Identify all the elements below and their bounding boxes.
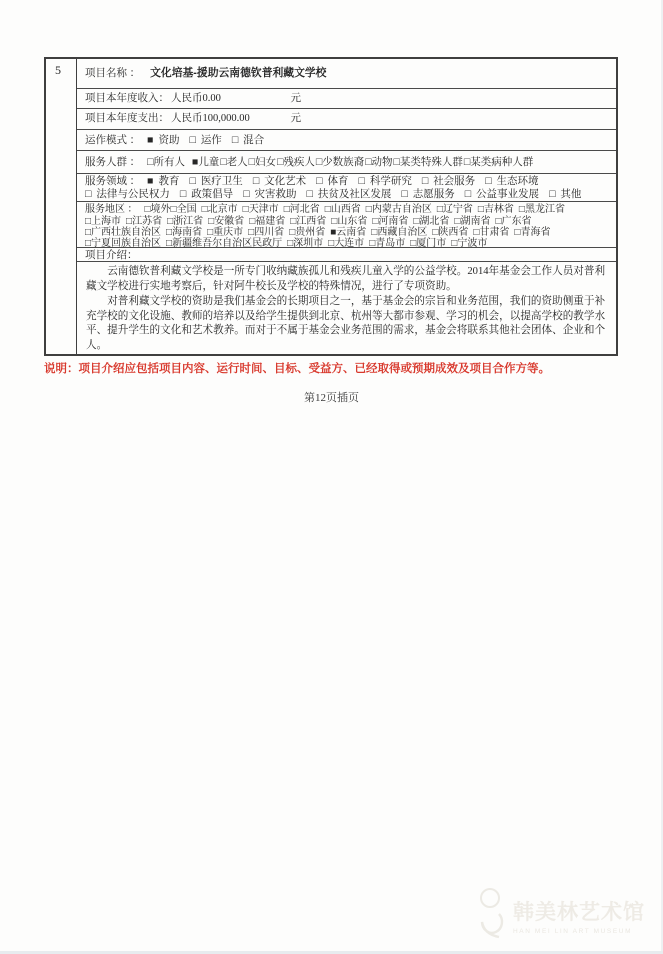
note-text: 说明：项目介绍应包括项目内容、运行时间、目标、受益方、已经取得或预期成效及项目合作方等。 (44, 363, 550, 375)
checkbox-unchecked-icon: □ (277, 156, 284, 168)
checkbox-unchecked-icon: □ (167, 215, 174, 227)
checkbox-option-label: 天津市 (248, 204, 279, 216)
checkbox-unchecked-icon: □ (328, 238, 335, 250)
checkbox-option-label: 内蒙古自治区 (371, 204, 432, 216)
checkbox-option (277, 157, 315, 168)
checkbox-option-label: 其他 (560, 189, 582, 201)
checkbox-unchecked-icon: □ (514, 227, 521, 239)
checkbox-option (207, 227, 243, 238)
checkbox-unchecked-icon: □ (126, 215, 133, 227)
checkbox-unchecked-icon: □ (324, 204, 331, 216)
project-intro-label: 项目介绍： (85, 250, 138, 262)
operation-mode-label: 运作模式 ： (85, 134, 141, 146)
service-people-row (77, 151, 616, 174)
checkbox-option-label: 灾害救助 (254, 189, 297, 201)
checkbox-option (289, 227, 325, 238)
checkbox-option (465, 189, 539, 200)
checkbox-unchecked-icon: □ (549, 189, 556, 201)
checkbox-option (454, 216, 490, 227)
checkbox-option-label: 四川省 (254, 227, 285, 239)
checkbox-option-label: 社会服务 (433, 176, 476, 188)
checkbox-option (365, 157, 392, 168)
annual-income-label: 项目本年度收入： (85, 92, 169, 104)
checkbox-option-label: 西藏自治区 (377, 227, 428, 239)
checkbox-option-label: 生态环境 (496, 176, 539, 188)
checkbox-option-label: 扶贫及社区发展 (317, 189, 392, 201)
watermark-chinese: 韩美林艺术馆 (513, 898, 645, 924)
checkbox-option-label: 湖北省 (419, 215, 450, 227)
checkbox-option-label: 混合 (243, 134, 265, 146)
checkbox-unchecked-icon: □ (242, 204, 249, 216)
checkbox-unchecked-icon: □ (306, 189, 313, 201)
annual-expense-amount: 100,000.00 (202, 113, 250, 125)
checkbox-unchecked-icon: □ (477, 204, 484, 216)
checkbox-unchecked-icon: □ (166, 227, 173, 239)
project-detail-column (77, 59, 616, 354)
checkbox-option-label: 公益事业发展 (476, 189, 540, 201)
checkbox-option (189, 176, 242, 187)
checkbox-unchecked-icon: □ (369, 238, 376, 250)
checkbox-unchecked-icon: □ (289, 227, 296, 239)
checkbox-option (485, 176, 538, 187)
checkbox-checked-icon: ■ (147, 134, 154, 146)
checkbox-checked-icon: ■ (330, 227, 337, 239)
checkbox-option-label: 境外 (150, 204, 171, 216)
checkbox-unchecked-icon: □ (371, 227, 378, 239)
checkbox-option-label: 河北省 (289, 204, 320, 216)
checkbox-option-label: 河南省 (378, 215, 409, 227)
checkbox-unchecked-icon: □ (495, 215, 502, 227)
intro-paragraph: 对普利藏文学校的资助是我们基金会的长期项目之一，基于基金会的宗旨和业务范围，我们的资助侧重于补充学校的文化设施、教师的培养以及给学生提供到北京、杭州等大都市参观、学习的机会，以提高学校的教学水平、提升学生的文化和艺术教养。而对于不属于基金会业务范围的需求，基金会将联系其他社会团体、企业和个人。 (86, 295, 606, 352)
checkbox-option-label: 辽宁省 (442, 204, 473, 216)
checkbox-unchecked-icon: □ (316, 176, 323, 188)
checkbox-option (549, 189, 581, 200)
checkbox-option (192, 157, 219, 168)
checkbox-unchecked-icon: □ (454, 215, 461, 227)
checkbox-option (248, 227, 284, 238)
checkbox-unchecked-icon: □ (463, 156, 471, 168)
checkbox-unchecked-icon: □ (220, 156, 227, 168)
checkbox-option-label: 广东省 (501, 215, 532, 227)
checkbox-option (232, 135, 264, 146)
checkbox-option (249, 216, 285, 227)
checkbox-unchecked-icon: □ (401, 189, 408, 201)
checkbox-option (202, 204, 238, 215)
checkbox-unchecked-icon: □ (410, 238, 417, 250)
intro-paragraph: 云南德钦普利藏文学校是一所专门收纳藏族孤儿和残疾儿童入学的公益学校。2014年基金会工作人员对普利藏文学校进行实地考察后，针对阿牛校长及学校的特殊情况，进行了专项资助。 (86, 266, 606, 293)
checkbox-option (284, 204, 320, 215)
checkbox-unchecked-icon: □ (287, 238, 294, 250)
checkbox-option-label: 青岛市 (375, 238, 406, 250)
project-name-row (77, 59, 616, 89)
checkbox-option-label: 黑龙江省 (524, 204, 565, 216)
checkbox-unchecked-icon: □ (365, 156, 372, 168)
project-info-table (44, 57, 618, 356)
checkbox-option-label: 老人 (226, 156, 248, 168)
checkbox-option (166, 227, 202, 238)
checkbox-option-label: 湖南省 (460, 215, 491, 227)
checkbox-option-label: 重庆市 (213, 227, 244, 239)
checkbox-option (316, 157, 364, 168)
checkbox-option-label: 教育 (158, 176, 180, 188)
checkbox-option-label: 某类特殊人群 (399, 156, 463, 168)
checkbox-option (147, 135, 179, 146)
checkbox-option-label: 大连市 (334, 238, 365, 250)
checkbox-checked-icon: ■ (191, 156, 199, 168)
checkbox-option (249, 157, 276, 168)
checkbox-option-label: 上海市 (91, 215, 122, 227)
checkbox-option-label: 广西壮族自治区 (91, 227, 162, 239)
checkbox-option-label: 山西省 (330, 204, 361, 216)
checkbox-unchecked-icon: □ (464, 189, 472, 201)
checkbox-option-label: 江西省 (296, 215, 327, 227)
currency-unit: 元 (290, 92, 301, 104)
currency-unit: 元 (290, 113, 301, 125)
checkbox-option (147, 176, 179, 187)
checkbox-option (478, 204, 514, 215)
checkbox-option (394, 157, 463, 168)
checkbox-option-label: 医疗卫生 (200, 176, 243, 188)
checkbox-unchecked-icon: □ (283, 204, 290, 216)
checkbox-option (307, 189, 392, 200)
checkbox-unchecked-icon: □ (231, 134, 239, 146)
service-areas-label: 服务地区 ： (85, 204, 138, 216)
checkbox-option-label: 妇女 (255, 156, 276, 168)
checkbox-unchecked-icon: □ (147, 156, 154, 168)
checkbox-unchecked-icon: □ (249, 215, 256, 227)
checkbox-unchecked-icon: □ (189, 176, 196, 188)
checkbox-option-label: 少数族裔 (322, 156, 365, 168)
checkbox-option-label: 动物 (371, 156, 393, 168)
checkbox-option-label: 儿童 (198, 156, 220, 168)
checkbox-option (180, 189, 233, 200)
checkbox-option-label: 甘肃省 (479, 227, 510, 239)
museum-watermark (475, 884, 655, 946)
project-index: 5 (55, 63, 61, 77)
checkbox-option-label: 运作 (200, 134, 222, 146)
checkbox-option (519, 204, 565, 215)
checkbox-option (371, 227, 427, 238)
checkbox-unchecked-icon: □ (451, 238, 458, 250)
checkbox-unchecked-icon: □ (315, 156, 323, 168)
service-fields-options (85, 176, 591, 200)
checkbox-option-label: 福建省 (255, 215, 286, 227)
checkbox-option (325, 204, 361, 215)
annual-expense-row (77, 109, 616, 130)
checkbox-unchecked-icon: □ (252, 176, 260, 188)
checkbox-option-label: 残疾人 (283, 156, 315, 168)
service-fields-label: 服务领域 ： (85, 176, 141, 188)
checkbox-option (243, 204, 279, 215)
checkbox-option-label: 云南省 (336, 227, 367, 239)
checkbox-unchecked-icon: □ (331, 215, 338, 227)
checkbox-unchecked-icon: □ (413, 215, 420, 227)
checkbox-option-label: 科学研究 (369, 176, 412, 188)
checkbox-unchecked-icon: □ (201, 204, 208, 216)
checkbox-unchecked-icon: □ (85, 189, 92, 201)
checkbox-option (464, 157, 533, 168)
checkbox-option-label: 深圳市 (293, 238, 324, 250)
checkbox-option-label: 山东省 (337, 215, 368, 227)
checkbox-option-label: 新疆维吾尔自治区民政厅 (172, 238, 283, 250)
checkbox-option-label: 厦门市 (416, 238, 447, 250)
checkbox-unchecked-icon: □ (243, 189, 250, 201)
checkbox-option-label: 全国 (176, 204, 197, 216)
checkbox-option-label: 浙江省 (173, 215, 204, 227)
checkbox-unchecked-icon: □ (432, 227, 439, 239)
checkbox-option (359, 176, 412, 187)
checkbox-option (243, 189, 296, 200)
checkbox-option (253, 176, 306, 187)
checkbox-option-label: 北京市 (207, 204, 238, 216)
checkbox-option-label: 所有人 (153, 156, 185, 168)
checkbox-option (413, 216, 449, 227)
checkbox-unchecked-icon: □ (207, 227, 214, 239)
checkbox-option (147, 157, 185, 168)
service-people-label: 服务人群 ： (85, 156, 141, 168)
checkbox-unchecked-icon: □ (485, 176, 492, 188)
checkbox-option-label: 青海省 (520, 227, 551, 239)
service-fields-row (77, 174, 616, 202)
project-index-cell (46, 59, 77, 354)
page-number: 第12页插页 (304, 392, 359, 404)
checkbox-option (473, 227, 509, 238)
project-name-value: 文化培基-援助云南德钦普利藏文学校 (150, 66, 327, 79)
checkbox-option (126, 216, 162, 227)
checkbox-unchecked-icon: □ (365, 204, 372, 216)
checkbox-unchecked-icon: □ (208, 215, 215, 227)
annual-income-amount: 0.00 (202, 92, 221, 104)
checkbox-option (85, 189, 170, 200)
checkbox-option (316, 176, 348, 187)
checkbox-option (331, 216, 367, 227)
checkbox-option-label: 江苏省 (132, 215, 163, 227)
checkbox-option-label: 陕西省 (438, 227, 469, 239)
checkbox-option (422, 176, 475, 187)
checkbox-option (495, 216, 531, 227)
checkbox-option-label: 资助 (158, 134, 180, 146)
checkbox-option (401, 189, 454, 200)
operation-mode-row (77, 130, 616, 151)
annual-expense-label: 项目本年度支出： (85, 113, 169, 125)
checkbox-unchecked-icon: □ (421, 176, 429, 188)
checkbox-unchecked-icon: □ (358, 176, 365, 188)
watermark-text (513, 896, 645, 935)
checkbox-option-label: 贵州省 (295, 227, 326, 239)
checkbox-unchecked-icon: □ (473, 227, 480, 239)
checkbox-option-label: 体育 (327, 176, 349, 188)
checkbox-option-label: 政策倡导 (191, 189, 234, 201)
checkbox-option (366, 204, 432, 215)
checkbox-option-label: 某类病种人群 (470, 156, 534, 168)
project-name-label: 项目名称 ： (85, 67, 141, 79)
checkbox-unchecked-icon: □ (518, 204, 525, 216)
checkbox-option (171, 204, 197, 215)
checkbox-option-label: 法律与公民权力 (96, 189, 170, 201)
checkbox-option-label: 吉林省 (483, 204, 514, 216)
checkbox-option-label: 海南省 (172, 227, 203, 239)
checkbox-unchecked-icon: □ (372, 215, 379, 227)
checkbox-option (372, 216, 408, 227)
checkbox-option (220, 157, 247, 168)
checkbox-unchecked-icon: □ (85, 215, 92, 227)
checkbox-unchecked-icon: □ (85, 227, 92, 239)
checkbox-option (189, 135, 221, 146)
checkbox-option (437, 204, 473, 215)
currency-prefix: 人民币 (171, 92, 203, 104)
service-people-options (147, 156, 534, 169)
checkbox-option (167, 216, 203, 227)
checkbox-option (290, 216, 326, 227)
checkbox-option (85, 216, 121, 227)
project-intro-body (77, 262, 616, 354)
checkbox-option-label: 文化艺术 (264, 176, 307, 188)
service-areas-row (77, 202, 616, 248)
checkbox-option (514, 227, 550, 238)
checkbox-unchecked-icon: □ (144, 204, 151, 216)
checkbox-unchecked-icon: □ (170, 204, 177, 216)
checkbox-unchecked-icon: □ (290, 215, 297, 227)
checkbox-unchecked-icon: □ (436, 204, 443, 216)
checkbox-unchecked-icon: □ (248, 156, 255, 168)
annual-income-row (77, 89, 616, 109)
checkbox-option (145, 204, 171, 215)
service-areas-options (85, 204, 570, 249)
watermark-english: HAN MEI LIN ART MUSEUM (513, 927, 633, 935)
checkbox-option (85, 227, 161, 238)
museum-logo-icon (475, 887, 509, 943)
checkbox-unchecked-icon: □ (248, 227, 255, 239)
checkbox-option (208, 216, 244, 227)
checkbox-unchecked-icon: □ (179, 189, 187, 201)
currency-prefix: 人民币 (171, 113, 203, 125)
checkbox-unchecked-icon: □ (166, 238, 173, 250)
checkbox-unchecked-icon: □ (189, 134, 196, 146)
operation-mode-options (147, 134, 274, 147)
project-intro-label-row (77, 248, 616, 262)
checkbox-option (330, 227, 366, 238)
checkbox-unchecked-icon: □ (393, 156, 400, 168)
checkbox-unchecked-icon: □ (85, 238, 92, 250)
checkbox-option-label: 志愿服务 (412, 189, 455, 201)
checkbox-option (432, 227, 468, 238)
checkbox-option-label: 安徽省 (214, 215, 245, 227)
checkbox-checked-icon: ■ (147, 176, 154, 188)
checkbox-option-label: 宁夏回族自治区 (91, 238, 162, 250)
checkbox-option-label: 宁波市 (457, 238, 488, 250)
